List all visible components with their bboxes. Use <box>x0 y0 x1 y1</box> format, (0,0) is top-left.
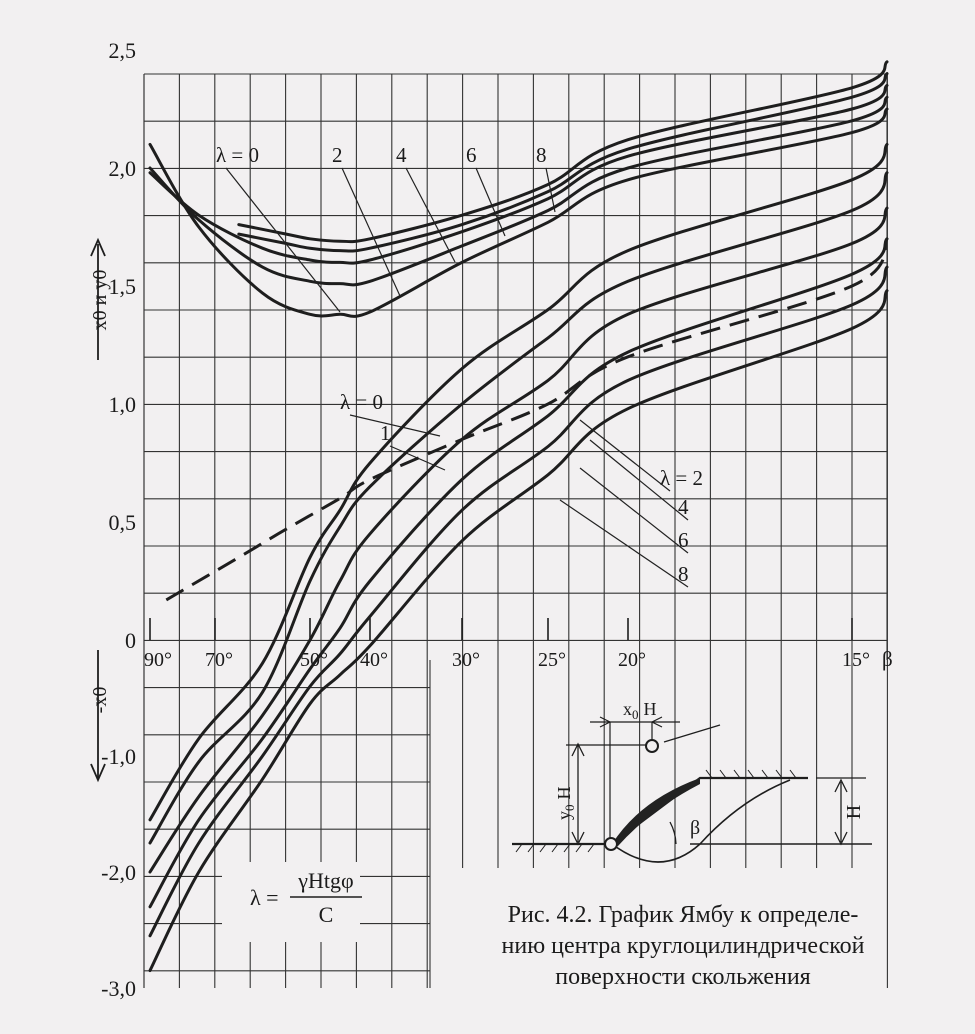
inset-y0-label: $y_0H$ <box>554 786 577 820</box>
x0-curve-2 <box>150 208 887 872</box>
y-tick-label: -2,0 <box>101 860 136 885</box>
x0-label-4: 4 <box>678 495 689 519</box>
y-tick-label: 1,0 <box>108 392 136 417</box>
x-tick-label: 70° <box>205 649 233 671</box>
formula-lhs: λ = <box>250 885 279 910</box>
caption-line-3: поверхности скольжения <box>555 964 811 990</box>
x0-label-lambda2-leader <box>580 420 670 491</box>
x0-label-1: 1 <box>380 421 391 445</box>
y-axis-upper-title <box>89 240 111 360</box>
y0-label-2: 2 <box>332 143 343 167</box>
x-tick-label: 20° <box>618 649 646 671</box>
chart-labels <box>216 143 703 587</box>
x-tick-label: 25° <box>538 649 566 671</box>
y-tick-label: 2,0 <box>108 156 136 181</box>
y-tick-label: -3,0 <box>101 976 136 1001</box>
y0-label-4: 4 <box>396 143 407 167</box>
x0-curve-4 <box>150 267 887 936</box>
y0-label-6: 6 <box>466 143 477 167</box>
lambda-formula <box>222 862 362 942</box>
x0-label-6: 6 <box>678 528 689 552</box>
caption-line-1: Рис. 4.2. График Ямбу к определе- <box>507 902 859 928</box>
x-tick-label: 90° <box>144 649 172 671</box>
x0-label-lambda2: λ = 2 <box>660 466 704 490</box>
y-tick-label: 0 <box>125 628 136 653</box>
y-axis-lower-label: -x0 <box>89 686 111 714</box>
y-tick-label: 1,5 <box>108 274 136 299</box>
formula-numerator: γHtgφ <box>298 868 354 893</box>
y-tick-label: 2,5 <box>108 38 136 63</box>
x0-curve-3 <box>150 239 887 907</box>
x-tick-label: 30° <box>452 649 480 671</box>
x-tick-label: 15° <box>842 649 870 671</box>
y0-curve-0 <box>150 109 887 316</box>
inset-x0-label: $x_0$ H <box>623 699 657 722</box>
y-axis-upper-label: x0 и y0 <box>89 269 111 331</box>
formula-denominator: C <box>318 902 334 927</box>
slope-inset-diagram <box>512 699 872 862</box>
x0-label-lambda0: λ = 0 <box>340 390 384 414</box>
y-tick-label: 0,5 <box>108 510 136 535</box>
inset-h-label: H <box>843 804 865 820</box>
x0-label-8: 8 <box>678 562 689 586</box>
x0-label-8-leader <box>560 500 688 587</box>
figure-caption <box>448 900 918 993</box>
caption-line-2: нию центра круглоцилиндрической <box>501 933 865 959</box>
x0-label-lambda0-leader <box>350 415 440 436</box>
y0-label-8: 8 <box>536 143 547 167</box>
x-tick-label: 40° <box>360 649 388 671</box>
x-axis-label: β <box>882 647 893 671</box>
inset-beta-label: β <box>690 817 701 839</box>
chart-series <box>150 62 887 971</box>
y0-label-lambda0: λ = 0 <box>216 143 260 167</box>
x-tick-label: 50° <box>300 649 328 671</box>
y-tick-label: -1,0 <box>101 744 136 769</box>
